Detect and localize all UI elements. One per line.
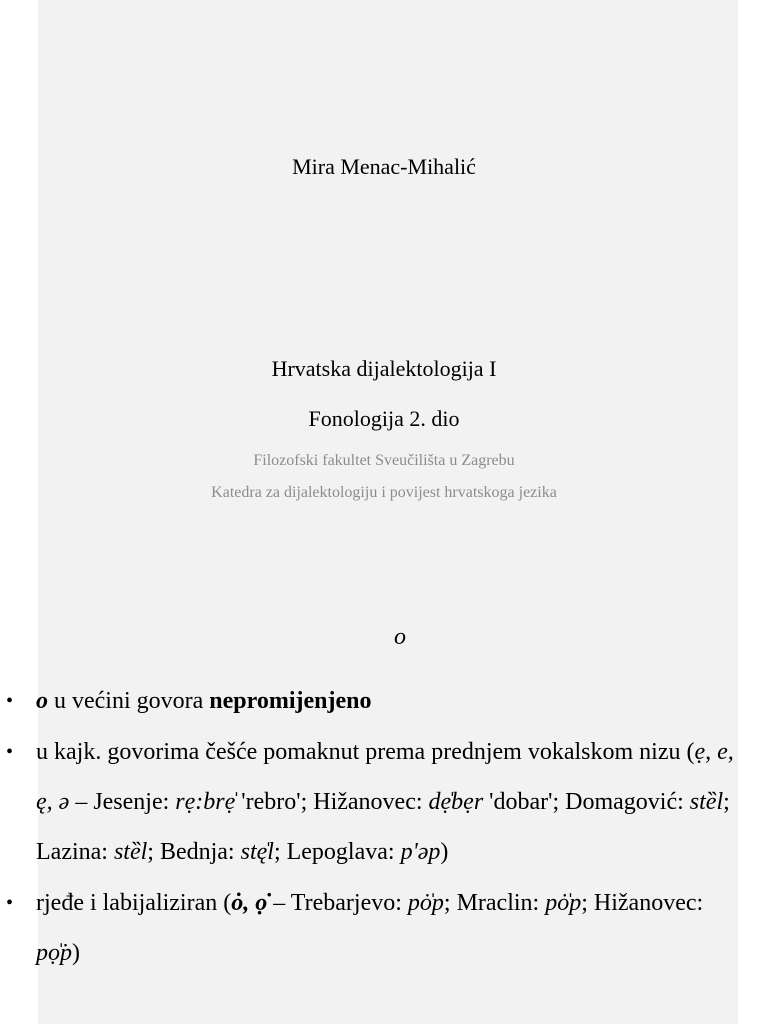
bullet-text: u kajk. govorima češće pomaknut prema prednjem vokalskom nizu ( (36, 739, 695, 765)
bullet-text: ; Bednja: (147, 839, 241, 865)
vowel-variants: ȯ, ọ̇ (231, 890, 268, 916)
bullet-icon: • (6, 741, 14, 763)
bullet-item (0, 878, 768, 978)
bullet-list (0, 676, 768, 979)
bullet-text: ) (72, 940, 80, 966)
bullet-text: ; Lazina: (36, 789, 730, 865)
bullet-text: – Trebarjevo: (267, 890, 408, 916)
institution-name: Filozofski fakultet Sveučilišta u Zagrebu (253, 452, 515, 469)
bullet-text: – Jesenje: (69, 789, 176, 815)
bullet-text: u većini govora (48, 688, 210, 714)
example-form: ẹ, e, ę, ə (36, 739, 734, 815)
example-form: pọ̇̍p (36, 940, 72, 966)
example-form: stȅl (689, 789, 724, 815)
example-form: p'əp (400, 839, 441, 865)
bullet-text: 'dobar'; Domagović: (483, 789, 690, 815)
bullet-text: ; Lepoglava: (273, 839, 401, 865)
bullet-icon: • (6, 690, 14, 712)
bullet-text: ; Hižanovec: (581, 890, 704, 916)
example-form: dẹ̍bẹr (428, 789, 484, 815)
example-form: rẹ:brẹ̍ (175, 789, 236, 815)
example-form: stę̍l (240, 839, 274, 865)
vowel-symbol: o (36, 688, 48, 714)
bullet-item (0, 727, 768, 877)
section-heading: o (394, 624, 406, 650)
bullet-text: ; Mraclin: (443, 890, 546, 916)
bullet-icon: • (6, 892, 14, 914)
bullet-emphasis: nepromijenjeno (209, 688, 372, 714)
author-name: Mira Menac-Mihalić (292, 154, 476, 179)
course-title: Hrvatska dijalektologija I (271, 356, 497, 381)
department-name: Katedra za dijalektologiju i povijest hrvatskoga jezika (211, 484, 557, 501)
example-form: pȯ̍p (407, 890, 444, 916)
bullet-text: 'rebro'; Hižanovec: (235, 789, 429, 815)
example-form: pȯ̍p (545, 890, 582, 916)
bullet-text: ) (440, 839, 449, 865)
example-form: stȅl (113, 839, 148, 865)
bullet-item (0, 676, 768, 726)
lecture-part: Fonologija 2. dio (308, 406, 460, 431)
bullet-text: rjeđe i labijaliziran ( (36, 890, 232, 916)
